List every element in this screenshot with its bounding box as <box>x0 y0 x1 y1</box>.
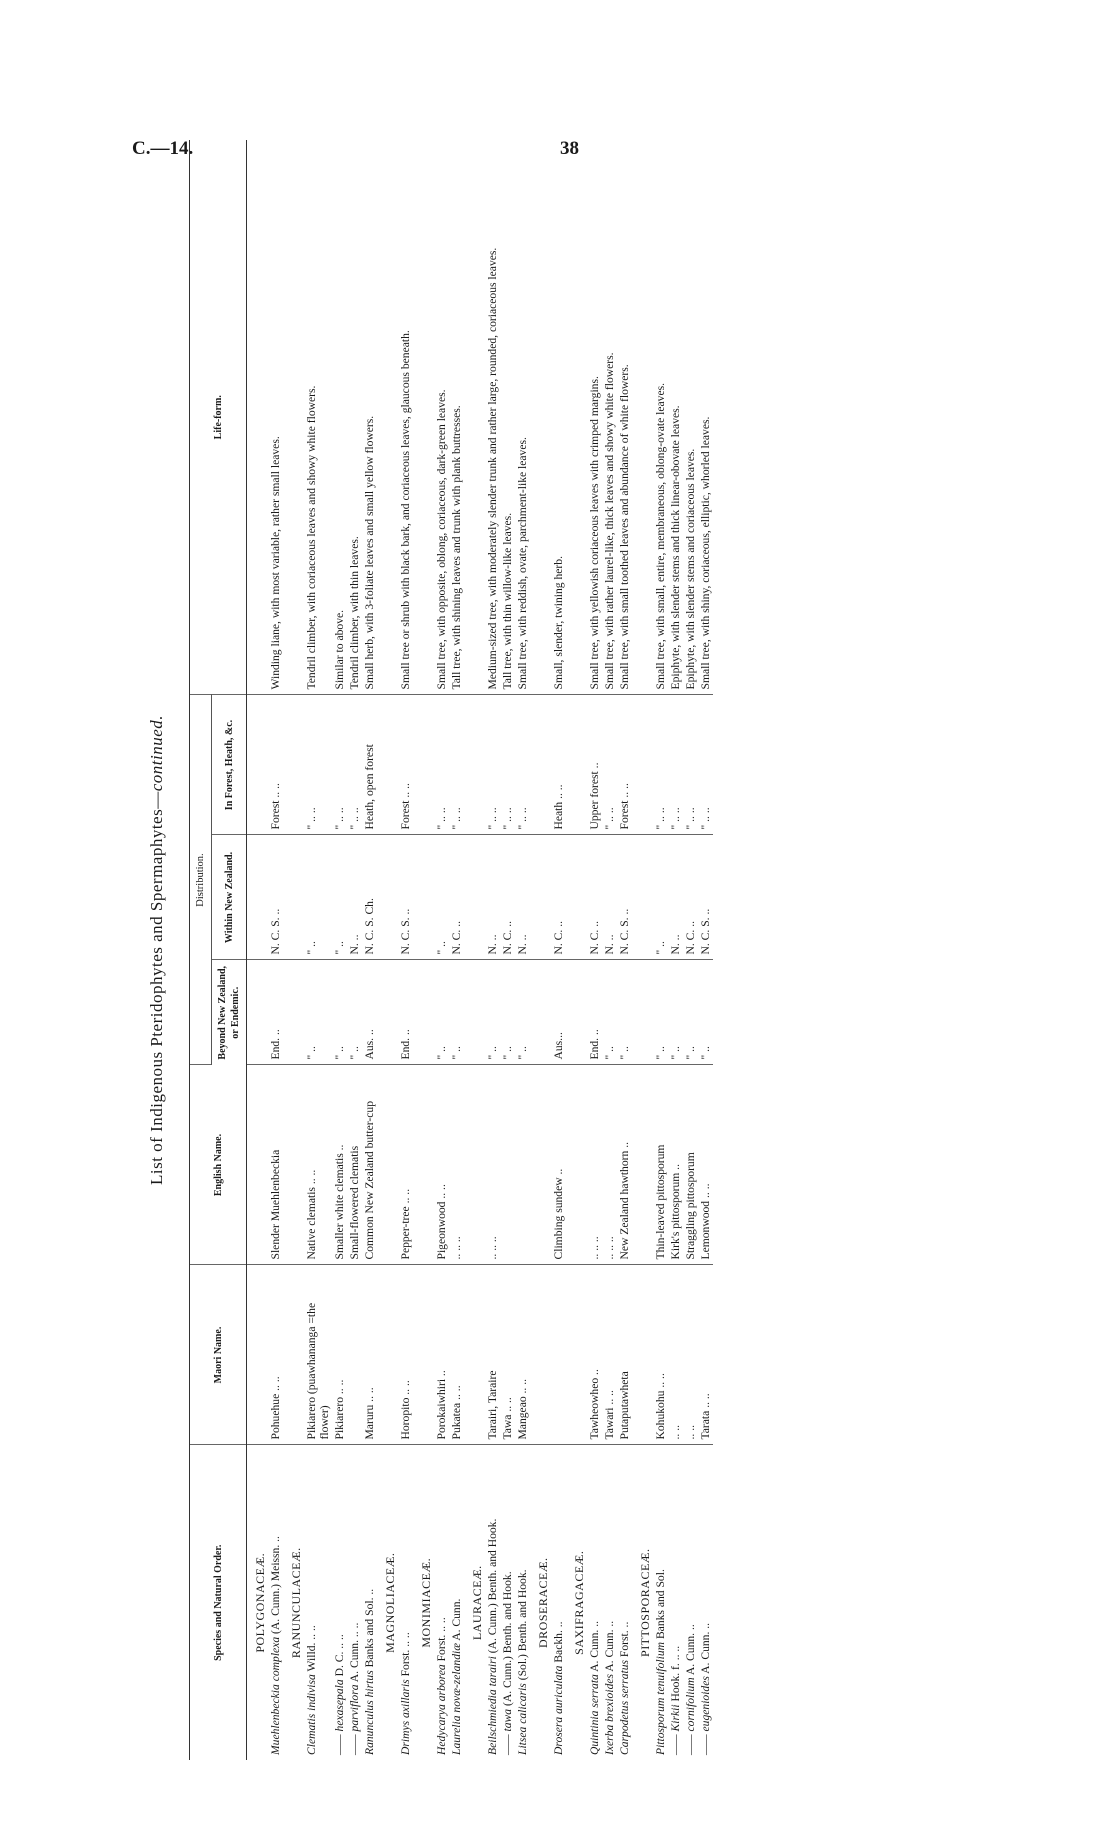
species-author: (A. Cunn.) Meissn. .. <box>269 1536 282 1634</box>
empty-cell <box>283 960 304 1065</box>
species-name: Laurelia novæ-zelandiæ <box>450 1643 463 1755</box>
family-name: SAXIFRAGACEÆ. <box>572 1550 586 1655</box>
habitat: " .. .. <box>500 695 515 835</box>
empty-cell <box>632 1265 653 1445</box>
beyond-nz: " .. <box>698 960 713 1065</box>
english-name: .. .. .. <box>602 1065 617 1265</box>
english-name: Small-flowered clematis <box>347 1065 362 1265</box>
maori-name: Tawheowheo .. <box>587 1265 602 1445</box>
empty-cell <box>247 695 269 835</box>
life-form: Small tree, with small, entire, membraneous, oblong-ovate leaves. <box>653 140 668 695</box>
title-continued: continued. <box>147 714 166 792</box>
col-header-within: Within New Zealand. <box>212 835 247 960</box>
species-name: Carpodetus serratus <box>618 1659 631 1755</box>
empty-cell <box>283 695 304 835</box>
empty-cell <box>247 140 269 695</box>
family-name: MONIMIACEÆ. <box>419 1557 433 1648</box>
within-nz: N. C. S. .. <box>398 835 413 960</box>
empty-cell <box>247 835 269 960</box>
habitat: Upper forest .. <box>587 695 602 835</box>
species-name: Drimys axillaris <box>399 1679 412 1755</box>
english-name: Pigeonwood .. .. <box>434 1065 449 1265</box>
family-row <box>377 140 398 1760</box>
table-row <box>332 140 347 1760</box>
maori-name: Pikiarero (puawhananga =the flower) <box>304 1265 332 1445</box>
life-form: Medium-sized tree, with moderately slender trunk and rather large, rounded, coriaceous leaves. <box>485 140 500 695</box>
beyond-nz: End. .. <box>268 960 283 1065</box>
life-form: Winding liane, with most variable, rather small leaves. <box>268 140 283 695</box>
maori-name: Kohukohu .. .. <box>653 1265 668 1445</box>
empty-cell <box>413 695 434 835</box>
empty-cell <box>530 960 551 1065</box>
species-author: D. C. .. .. <box>333 1634 346 1677</box>
life-form: Small, slender, twining herb. <box>551 140 566 695</box>
species-author: A. Cunn. .. <box>603 1620 616 1672</box>
species-name: Litsea calicaris <box>516 1683 529 1755</box>
species-author: (Sol.) Benth. and Hook. <box>516 1569 529 1681</box>
maori-name: Tawa .. .. <box>500 1265 515 1445</box>
family-row <box>247 140 269 1760</box>
family-row <box>632 140 653 1760</box>
empty-cell <box>413 960 434 1065</box>
species-name: Muehlenbeckia complexa <box>269 1636 282 1755</box>
life-form: Small tree, with yellowish coriaceous leaves with crimped margins. <box>587 140 602 695</box>
beyond-nz: Aus. .. <box>362 960 377 1065</box>
habitat: " .. .. <box>485 695 500 835</box>
species-cell <box>268 1445 283 1760</box>
english-name: Kirk's pittosporum .. <box>668 1065 683 1265</box>
species-author: (A. Cunn.) Benth. and Hook. <box>486 1518 499 1654</box>
species-name: —— hexasepala <box>333 1679 346 1755</box>
title-main: List of Indigenous Pteridophytes and Spermaphytes— <box>147 791 166 1186</box>
empty-cell <box>566 960 587 1065</box>
species-cell <box>698 1445 713 1760</box>
life-form: Small tree, with small toothed leaves and abundance of white flowers. <box>617 140 632 695</box>
species-cell <box>398 1445 413 1760</box>
english-name <box>500 1065 515 1265</box>
within-nz: N. C. .. <box>683 835 698 960</box>
habitat: " .. .. <box>683 695 698 835</box>
empty-cell <box>632 960 653 1065</box>
english-name: Lemonwood .. .. <box>698 1065 713 1265</box>
species-cell <box>653 1445 668 1760</box>
habitat: " .. .. <box>449 695 464 835</box>
species-name: —— eugenioides <box>699 1676 712 1755</box>
within-nz: N. .. <box>347 835 362 960</box>
habitat: Forest .. .. <box>617 695 632 835</box>
table-row <box>587 140 602 1760</box>
table-row <box>515 140 530 1760</box>
col-header-beyond: Beyond New Zealand, or Endemic. <box>212 960 247 1065</box>
species-author: Forst. .. <box>618 1621 631 1658</box>
species-cell <box>304 1445 332 1760</box>
within-nz: N. C. S. .. <box>617 835 632 960</box>
species-cell <box>683 1445 698 1760</box>
family-row <box>530 140 551 1760</box>
maori-name: .. .. <box>668 1265 683 1445</box>
species-cell <box>617 1445 632 1760</box>
habitat: " .. .. <box>332 695 347 835</box>
species-author: A. Cunn. .. .. <box>348 1622 361 1683</box>
species-name: Hedycarya arborea <box>435 1664 448 1755</box>
maori-name: Pikiarero .. .. <box>332 1265 347 1445</box>
empty-cell <box>464 1265 485 1445</box>
col-header-lifeform: Life-form. <box>190 140 247 695</box>
table-row <box>434 140 449 1760</box>
table-row <box>485 140 500 1760</box>
table-row <box>683 140 698 1760</box>
family-name: POLYGONACEÆ. <box>253 1552 267 1653</box>
beyond-nz: " .. <box>668 960 683 1065</box>
beyond-nz: " .. <box>449 960 464 1065</box>
empty-cell <box>283 1065 304 1265</box>
within-nz: " .. <box>434 835 449 960</box>
beyond-nz: " .. <box>602 960 617 1065</box>
beyond-nz: End. .. <box>398 960 413 1065</box>
empty-cell <box>247 1265 269 1445</box>
empty-cell <box>464 1065 485 1265</box>
table-row <box>602 140 617 1760</box>
beyond-nz: " .. <box>653 960 668 1065</box>
beyond-nz: End. .. <box>587 960 602 1065</box>
species-author: (A. Cunn.) Benth. and Hook. <box>501 1571 514 1707</box>
life-form: Tendril climber, with coriaceous leaves and showy white flowers. <box>304 140 332 695</box>
english-name: Common New Zealand butter-cup <box>362 1065 377 1265</box>
beyond-nz: " .. <box>617 960 632 1065</box>
habitat: " .. .. <box>698 695 713 835</box>
species-name: —— cornifolium <box>684 1677 697 1755</box>
species-author: Hook. f. .. .. <box>669 1645 682 1702</box>
species-name: Ranunculus hirtus <box>363 1670 376 1755</box>
life-form: Small tree, with rather laurel-like, thick leaves and showy white flowers. <box>602 140 617 695</box>
empty-cell <box>377 695 398 835</box>
table-row <box>551 140 566 1760</box>
beyond-nz: Aus... <box>551 960 566 1065</box>
empty-cell <box>566 835 587 960</box>
english-name: Smaller white clematis .. <box>332 1065 347 1265</box>
within-nz: " .. <box>304 835 332 960</box>
empty-cell <box>413 140 434 695</box>
habitat: " .. .. <box>653 695 668 835</box>
species-cell <box>668 1445 683 1760</box>
habitat: Heath .. .. <box>551 695 566 835</box>
table-row <box>653 140 668 1760</box>
maori-name: Porokaiwhiri .. <box>434 1265 449 1445</box>
habitat: " .. .. <box>602 695 617 835</box>
species-name: Ixerba brexioides <box>603 1673 616 1755</box>
species-author: A. Cunn. <box>450 1598 463 1641</box>
maori-name <box>347 1265 362 1445</box>
life-form: Small herb, with 3-foliate leaves and small yellow flowers. <box>362 140 377 695</box>
habitat: " .. .. <box>304 695 332 835</box>
empty-cell <box>530 835 551 960</box>
habitat: " .. .. <box>347 695 362 835</box>
within-nz: N. C. S. Ch. <box>362 835 377 960</box>
life-form: Tall tree, with thin willow-like leaves. <box>500 140 515 695</box>
habitat: Forest .. .. <box>398 695 413 835</box>
within-nz: N. C. S. .. <box>268 835 283 960</box>
table-row <box>362 140 377 1760</box>
english-name: Climbing sundew .. <box>551 1065 566 1265</box>
col-header-distribution: Distribution. <box>190 695 212 1065</box>
species-author: Banks and Sol. <box>654 1569 667 1640</box>
species-cell <box>449 1445 464 1760</box>
species-author: A. Cunn. .. <box>699 1622 712 1674</box>
empty-cell <box>413 1265 434 1445</box>
empty-cell <box>413 1065 434 1265</box>
empty-cell <box>464 695 485 835</box>
within-nz: N. C. .. <box>449 835 464 960</box>
table-row <box>304 140 332 1760</box>
maori-name: Maruru .. .. <box>362 1265 377 1445</box>
life-form: Small tree, with shiny, coriaceous, elliptic, whorled leaves. <box>698 140 713 695</box>
table-row <box>268 140 283 1760</box>
species-cell <box>515 1445 530 1760</box>
empty-cell <box>632 695 653 835</box>
species-cell <box>500 1445 515 1760</box>
family-row <box>283 140 304 1760</box>
species-table <box>189 140 713 1760</box>
empty-cell <box>377 1065 398 1265</box>
empty-cell <box>530 1065 551 1265</box>
beyond-nz: " .. <box>485 960 500 1065</box>
species-author: Willd. .. .. <box>305 1625 318 1672</box>
family-row <box>464 140 485 1760</box>
life-form: Epiphyte, with slender stems and coriaceous leaves. <box>683 140 698 695</box>
species-name: Clematis indivisa <box>305 1674 318 1755</box>
empty-cell <box>247 1065 269 1265</box>
species-name: —— parviflora <box>348 1684 361 1755</box>
table-row <box>698 140 713 1760</box>
table-row <box>347 140 362 1760</box>
empty-cell <box>464 835 485 960</box>
family-name: RANUNCULACEÆ. <box>289 1547 303 1659</box>
life-form: Small tree, with opposite, oblong, coriaceous, dark-green leaves. <box>434 140 449 695</box>
table-row <box>398 140 413 1760</box>
family-row <box>566 140 587 1760</box>
empty-cell <box>283 835 304 960</box>
species-name: Quintinia serrata <box>588 1674 601 1755</box>
empty-cell <box>377 835 398 960</box>
table-body <box>247 140 714 1760</box>
species-cell <box>485 1445 500 1760</box>
family-name: DROSERACEÆ. <box>536 1557 550 1649</box>
species-author: Backh. .. <box>552 1621 565 1663</box>
beyond-nz: " .. <box>332 960 347 1065</box>
maori-name: Tarata .. .. <box>698 1265 713 1445</box>
species-name: Beilschmiedia tarairi <box>486 1656 499 1755</box>
maori-name: Horopito .. .. <box>398 1265 413 1445</box>
col-header-maori: Maori Name. <box>190 1265 247 1445</box>
empty-cell <box>530 140 551 695</box>
life-form: Small tree, with reddish, ovate, parchment-like leaves. <box>515 140 530 695</box>
empty-cell <box>377 1265 398 1445</box>
maori-name: Pohuehue .. .. <box>268 1265 283 1445</box>
english-name: .. .. .. <box>449 1065 464 1265</box>
habitat: Forest .. .. <box>268 695 283 835</box>
english-name: .. .. .. <box>485 1065 500 1265</box>
within-nz: N. .. <box>485 835 500 960</box>
english-name: Native clematis .. .. <box>304 1065 332 1265</box>
table-row <box>668 140 683 1760</box>
species-cell <box>551 1445 566 1760</box>
col-header-english: English Name. <box>190 1065 247 1265</box>
english-name <box>515 1065 530 1265</box>
page-title <box>147 140 167 1760</box>
species-name: Drosera auriculata <box>552 1665 565 1755</box>
species-cell <box>602 1445 617 1760</box>
beyond-nz: " .. <box>515 960 530 1065</box>
life-form: Tendril climber, with thin leaves. <box>347 140 362 695</box>
habitat: " .. .. <box>434 695 449 835</box>
beyond-nz: " .. <box>434 960 449 1065</box>
within-nz: " .. <box>332 835 347 960</box>
species-author: A. Cunn. .. <box>588 1621 601 1672</box>
species-cell <box>434 1445 449 1760</box>
beyond-nz: " .. <box>347 960 362 1065</box>
empty-cell <box>632 835 653 960</box>
maori-name: Tawari .. .. <box>602 1265 617 1445</box>
species-author: Banks and Sol. .. <box>363 1588 376 1668</box>
within-nz: N. C. .. <box>500 835 515 960</box>
empty-cell <box>283 1265 304 1445</box>
life-form: Epiphyte, with slender stems and thick linear-obovate leaves. <box>668 140 683 695</box>
species-author: A. Cunn. .. <box>684 1624 697 1676</box>
within-nz: N. C. .. <box>587 835 602 960</box>
species-author: Forst. .. .. <box>399 1632 412 1677</box>
english-name: Pepper-tree .. .. <box>398 1065 413 1265</box>
empty-cell <box>413 835 434 960</box>
maori-name <box>551 1265 566 1445</box>
empty-cell <box>247 960 269 1065</box>
empty-cell <box>464 140 485 695</box>
maori-name: .. .. <box>683 1265 698 1445</box>
empty-cell <box>377 960 398 1065</box>
species-cell <box>362 1445 377 1760</box>
maori-name: Mangeao .. .. <box>515 1265 530 1445</box>
empty-cell <box>464 960 485 1065</box>
english-name: Thin-leaved pittosporum <box>653 1065 668 1265</box>
species-cell <box>587 1445 602 1760</box>
empty-cell <box>566 1065 587 1265</box>
beyond-nz: " .. <box>683 960 698 1065</box>
species-cell <box>332 1445 347 1760</box>
col-header-forest: In Forest, Heath, &c. <box>212 695 247 835</box>
page-header-left: C.—14. <box>132 138 194 159</box>
empty-cell <box>283 140 304 695</box>
english-name: New Zealand hawthorn .. <box>617 1065 632 1265</box>
english-name: Straggling pittosporum <box>683 1065 698 1265</box>
empty-cell <box>566 140 587 695</box>
habitat: " .. .. <box>515 695 530 835</box>
maori-name: Pukatea .. .. <box>449 1265 464 1445</box>
empty-cell <box>566 1265 587 1445</box>
species-cell <box>347 1445 362 1760</box>
beyond-nz: " .. <box>500 960 515 1065</box>
table-row <box>449 140 464 1760</box>
empty-cell <box>530 1265 551 1445</box>
within-nz: " .. <box>653 835 668 960</box>
family-row <box>413 140 434 1760</box>
empty-cell <box>632 1065 653 1265</box>
life-form: Tall tree, with shining leaves and trunk with plank buttresses. <box>449 140 464 695</box>
maori-name: Putaputawheta <box>617 1265 632 1445</box>
species-name: Pittosporum tenuifolium <box>654 1641 667 1755</box>
life-form: Similar to above. <box>332 140 347 695</box>
within-nz: N. .. <box>668 835 683 960</box>
species-author: Forst. .. .. <box>435 1617 448 1662</box>
table-row <box>500 140 515 1760</box>
rotated-page-content <box>147 100 1047 1760</box>
family-name: LAURACEÆ. <box>470 1565 484 1641</box>
empty-cell <box>377 140 398 695</box>
english-name: Slender Muehlenbeckia <box>268 1065 283 1265</box>
table-row <box>617 140 632 1760</box>
col-header-species: Species and Natural Order. <box>190 1445 247 1760</box>
beyond-nz: " .. <box>304 960 332 1065</box>
within-nz: N. .. <box>515 835 530 960</box>
empty-cell <box>566 695 587 835</box>
species-name: —— tawa <box>501 1708 514 1755</box>
maori-name: Tarairi, Taraire <box>485 1265 500 1445</box>
species-name: —— Kirkii <box>669 1704 682 1755</box>
habitat: " .. .. <box>668 695 683 835</box>
family-name: PITTOSPORACEÆ. <box>638 1548 652 1657</box>
within-nz: N. C. .. <box>551 835 566 960</box>
habitat: Heath, open forest <box>362 695 377 835</box>
family-name: MAGNOLIACEÆ. <box>383 1552 397 1653</box>
within-nz: N. .. <box>602 835 617 960</box>
empty-cell <box>530 695 551 835</box>
english-name: .. .. .. <box>587 1065 602 1265</box>
life-form: Small tree or shrub with black bark, and coriaceous leaves, glaucous beneath. <box>398 140 413 695</box>
page-number: 38 <box>560 138 579 159</box>
within-nz: N. C. S. .. <box>698 835 713 960</box>
empty-cell <box>632 140 653 695</box>
